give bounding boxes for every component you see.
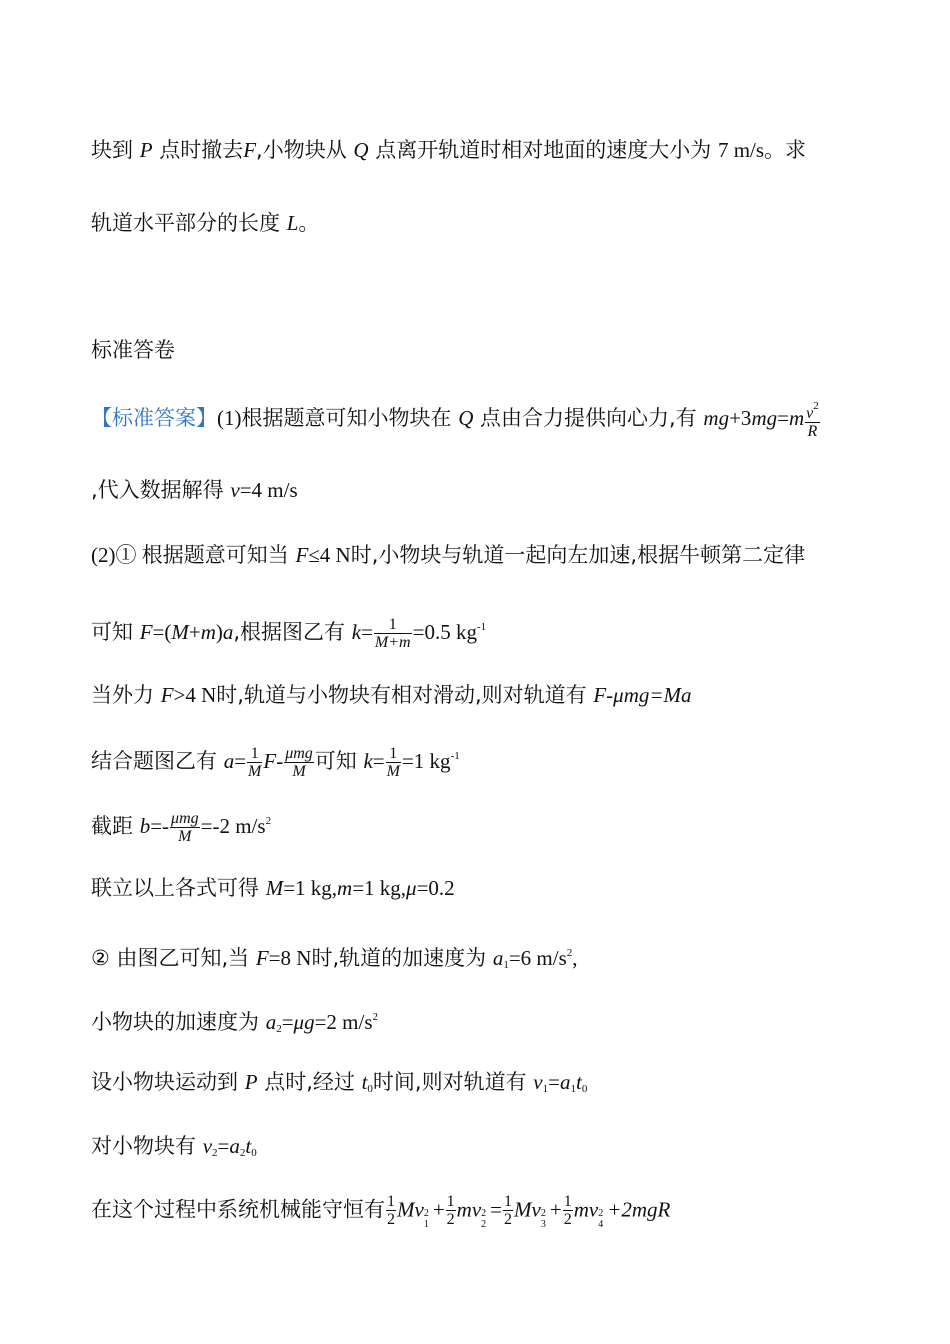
eq: F bbox=[139, 620, 153, 644]
text: 块到 bbox=[91, 138, 133, 162]
answer-p11 bbox=[91, 1067, 587, 1104]
frac-num: v bbox=[806, 405, 814, 422]
eq: = bbox=[281, 1010, 294, 1034]
answer-p8 bbox=[91, 873, 455, 903]
eq: = bbox=[490, 1197, 503, 1222]
sub: 0 bbox=[581, 1083, 588, 1095]
eq: =0.5 kg bbox=[412, 620, 477, 644]
frac-den: M+m bbox=[374, 633, 411, 651]
text: 可知 bbox=[91, 620, 133, 644]
frac-den: R bbox=[807, 423, 818, 440]
eq: - bbox=[276, 749, 284, 773]
sup-sub bbox=[481, 1201, 490, 1230]
eq: P bbox=[244, 1070, 258, 1094]
text: 。求 bbox=[764, 138, 807, 162]
sup: 2 bbox=[813, 400, 819, 412]
text: 时,轨道的加速度为 bbox=[311, 946, 487, 970]
frac-num: μmg bbox=[285, 744, 313, 762]
fraction-half bbox=[503, 1193, 513, 1228]
eq: v bbox=[202, 1134, 213, 1158]
section-title: 标准答卷 bbox=[91, 338, 175, 362]
sub: 2 bbox=[212, 1147, 218, 1159]
sup: 2 bbox=[566, 947, 573, 959]
eq: a bbox=[222, 620, 234, 644]
frac-den: M bbox=[248, 762, 262, 780]
sub: 2 bbox=[276, 1023, 282, 1035]
text: 截距 bbox=[91, 814, 133, 838]
eq: t bbox=[575, 1070, 582, 1094]
eq: a bbox=[559, 1070, 571, 1094]
eq: m bbox=[788, 406, 805, 430]
sup: 2 bbox=[265, 815, 272, 827]
text: 。 bbox=[298, 211, 320, 235]
text: 时,小物块与轨道一起向左加速,根据牛顿第二定律 bbox=[350, 543, 806, 567]
answer-p7 bbox=[91, 806, 271, 845]
sup: -1 bbox=[450, 750, 460, 762]
eq: v bbox=[531, 1197, 541, 1222]
eq: , bbox=[572, 946, 578, 970]
eq: F bbox=[255, 946, 269, 970]
fraction-mumg-over-M bbox=[284, 745, 314, 780]
var-Q: Q bbox=[353, 138, 369, 162]
fraction-1-over-M bbox=[247, 745, 262, 780]
eq: μ bbox=[406, 876, 417, 900]
text: ,小物块从 bbox=[256, 138, 347, 162]
eq: = bbox=[777, 406, 789, 430]
eq: =-2 m/s bbox=[200, 814, 266, 838]
frac-den: 2 bbox=[387, 1211, 395, 1228]
sup-sub bbox=[423, 1201, 433, 1230]
eq: = bbox=[548, 1070, 560, 1094]
text: 点离开轨道时相对地面的速度大小为 bbox=[375, 138, 712, 162]
sub: 4 bbox=[598, 1218, 604, 1230]
answer-p9 bbox=[91, 938, 578, 980]
sub: 0 bbox=[251, 1147, 257, 1159]
sup-sub bbox=[540, 1201, 550, 1230]
text: 对小物块有 bbox=[91, 1134, 196, 1158]
frac-den: M bbox=[386, 762, 400, 780]
eq: M bbox=[171, 620, 189, 644]
frac-num: 1 bbox=[374, 616, 412, 634]
eq: =1 kg, bbox=[352, 876, 407, 900]
sup: 2 bbox=[598, 1207, 604, 1219]
eq: k bbox=[363, 749, 373, 773]
frac-den: 2 bbox=[446, 1211, 455, 1228]
answer-p12 bbox=[91, 1131, 257, 1168]
problem-line-2 bbox=[91, 208, 319, 238]
sub: 1 bbox=[503, 959, 509, 971]
answer-part2-intro bbox=[91, 540, 805, 570]
eq: M bbox=[514, 1197, 532, 1222]
sup: 2 bbox=[540, 1207, 546, 1219]
eq: ) bbox=[215, 620, 223, 644]
text: ② 由图乙可知,当 bbox=[91, 946, 250, 970]
var-F: F bbox=[243, 138, 257, 162]
eq: b bbox=[139, 814, 151, 838]
frac-den: 2 bbox=[563, 1211, 572, 1228]
text: 在这个过程中系统机械能守恒有 bbox=[91, 1197, 385, 1222]
speed-value: 7 m/s bbox=[717, 138, 765, 162]
text: 轨道水平部分的长度 bbox=[91, 211, 280, 235]
answer-p10 bbox=[91, 1002, 378, 1044]
sub: 1 bbox=[542, 1083, 549, 1095]
sub: 2 bbox=[481, 1218, 487, 1230]
fraction-v2-over-R bbox=[805, 398, 820, 440]
var-F: F bbox=[295, 543, 309, 567]
eq: a bbox=[265, 1010, 277, 1034]
eq: F bbox=[263, 749, 277, 773]
fraction-1-over-Mm bbox=[374, 616, 412, 651]
text: 时,轨道与小物块有相对滑动,则对轨道有 bbox=[216, 683, 587, 707]
frac-num: 1 bbox=[563, 1193, 572, 1210]
eq: M bbox=[397, 1197, 415, 1222]
eq: m bbox=[456, 1197, 472, 1222]
var-L: L bbox=[286, 211, 299, 235]
frac-num: 1 bbox=[446, 1193, 455, 1210]
text: 时间,则对轨道有 bbox=[372, 1070, 527, 1094]
sup: -1 bbox=[476, 621, 487, 633]
fraction-half bbox=[386, 1193, 396, 1228]
text: (1) bbox=[217, 406, 242, 430]
fraction-1-over-M bbox=[386, 745, 401, 780]
fraction-half bbox=[563, 1193, 573, 1228]
text: 点由合力提供向心力,有 bbox=[480, 406, 697, 430]
eq: F bbox=[160, 683, 174, 707]
var-P: P bbox=[139, 138, 153, 162]
eq: >4 N bbox=[173, 683, 217, 707]
text: 点时,经过 bbox=[264, 1070, 355, 1094]
eq: +3 bbox=[729, 406, 752, 430]
eq: a bbox=[492, 946, 504, 970]
sup: 2 bbox=[372, 1011, 379, 1023]
sub: 1 bbox=[570, 1083, 576, 1095]
answer-part1-result bbox=[91, 475, 298, 505]
fraction-mumg-over-M bbox=[170, 810, 200, 845]
eq: = bbox=[217, 1134, 230, 1158]
sup-sub bbox=[598, 1201, 607, 1230]
frac-den: 2 bbox=[504, 1211, 513, 1228]
fraction-half bbox=[446, 1193, 456, 1228]
sub: 3 bbox=[540, 1218, 546, 1230]
eq: a bbox=[229, 1134, 240, 1158]
frac-den: M bbox=[178, 827, 192, 845]
frac-num: 1 bbox=[504, 1193, 513, 1210]
eq: = bbox=[234, 749, 247, 773]
frac-den: M bbox=[292, 762, 306, 780]
text: ,根据图乙有 bbox=[233, 620, 346, 644]
eq: = bbox=[361, 620, 373, 644]
eq: + bbox=[432, 1197, 445, 1222]
eq: =0.2 bbox=[416, 876, 455, 900]
eq: v bbox=[471, 1197, 482, 1222]
answer-p4 bbox=[91, 612, 486, 651]
problem-line-1 bbox=[91, 135, 806, 165]
text: 当外力 bbox=[91, 683, 154, 707]
var-v: v bbox=[230, 478, 240, 502]
eq: a bbox=[223, 749, 235, 773]
eq: t bbox=[361, 1070, 368, 1094]
text: 可知 bbox=[314, 749, 357, 773]
eq: = bbox=[372, 749, 385, 773]
eq: =8 N bbox=[268, 946, 312, 970]
sub: 1 bbox=[423, 1218, 429, 1230]
eq: +2mgR bbox=[607, 1197, 671, 1222]
eq: =1 kg bbox=[401, 749, 451, 773]
text: 设小物块运动到 bbox=[91, 1070, 238, 1094]
eq: =6 m/s bbox=[508, 946, 567, 970]
frac-num: μmg bbox=[171, 809, 199, 827]
answer-p13 bbox=[91, 1193, 670, 1228]
eq: m bbox=[573, 1197, 589, 1222]
sub: 2 bbox=[239, 1147, 246, 1159]
text: ,代入数据解得 bbox=[91, 478, 224, 502]
sup: 2 bbox=[481, 1207, 487, 1219]
sup: 2 bbox=[423, 1207, 429, 1219]
var-Q: Q bbox=[458, 406, 474, 430]
eq: mg bbox=[703, 406, 730, 430]
eq: k bbox=[351, 620, 362, 644]
text: 小物块的加速度为 bbox=[91, 1010, 259, 1034]
eq: ≤4 N bbox=[308, 543, 351, 567]
answer-p6 bbox=[91, 741, 460, 780]
eq: v bbox=[533, 1070, 543, 1094]
eq: t bbox=[245, 1134, 252, 1158]
eq: + bbox=[549, 1197, 562, 1222]
frac-num: 1 bbox=[387, 1193, 395, 1210]
eq: =2 m/s bbox=[314, 1010, 373, 1034]
answer-p5 bbox=[91, 680, 692, 710]
answer-part1 bbox=[91, 398, 821, 440]
eq: m bbox=[200, 620, 216, 644]
eq: =4 m/s bbox=[239, 478, 298, 502]
eq: v bbox=[588, 1197, 599, 1222]
text: 根据题意可知小物块在 bbox=[241, 406, 452, 430]
eq: =( bbox=[152, 620, 172, 644]
eq: v bbox=[414, 1197, 424, 1222]
eq: + bbox=[188, 620, 201, 644]
frac-num: 1 bbox=[247, 745, 262, 763]
eq: =- bbox=[150, 814, 170, 838]
sub: 0 bbox=[367, 1083, 373, 1095]
eq: M bbox=[265, 876, 284, 900]
answer-tag: 【标准答案】 bbox=[91, 406, 217, 430]
text: 结合题图乙有 bbox=[91, 749, 217, 773]
eq: μg bbox=[293, 1010, 315, 1034]
text: (2)① 根据题意可知当 bbox=[91, 543, 289, 567]
text: 点时撤去 bbox=[159, 138, 244, 162]
frac-num: 1 bbox=[386, 745, 401, 763]
text: 联立以上各式可得 bbox=[91, 876, 259, 900]
eq: m bbox=[337, 876, 353, 900]
eq: mg bbox=[751, 406, 778, 430]
eq: =1 kg, bbox=[283, 876, 338, 900]
eq: F-μmg=Ma bbox=[593, 683, 692, 707]
